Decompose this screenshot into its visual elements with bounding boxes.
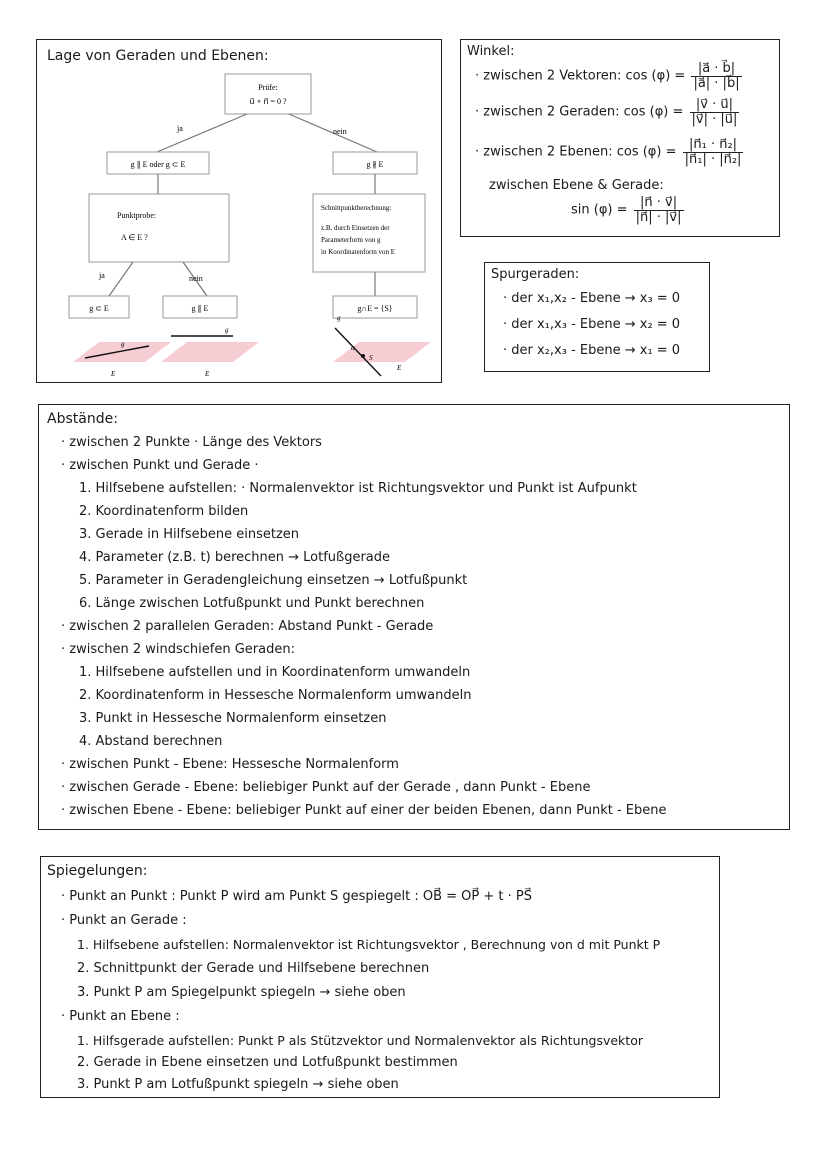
spur-title: Spurgeraden: [491, 267, 580, 282]
left-box-text: g ∥ E oder g ⊂ E [130, 160, 186, 169]
spiegelungen-line: 3. Punkt P am Lotfußpunkt spiegeln → siehe oben [77, 1077, 399, 1092]
winkel-geraden-den: |v⃗| · |u⃗| [691, 111, 738, 127]
winkel-title: Winkel: [467, 44, 515, 59]
spiegelungen-line: · Punkt an Ebene : [61, 1009, 180, 1024]
abstaende-line: 3. Punkt in Hessesche Normalenform einsetzen [79, 711, 387, 726]
winkel-geraden-num: |v⃗ · u⃗| [690, 98, 740, 113]
leaf-text-1: g ⊂ E [89, 304, 109, 313]
winkel-vektoren-fraction [691, 62, 741, 90]
root-line2: u⃗ ∘ n⃗ = 0 ? [249, 97, 287, 106]
winkel-vektoren-text: · zwischen 2 Vektoren: cos (φ) = [475, 68, 686, 84]
label-g-3: g [337, 314, 341, 322]
lage-section [36, 39, 442, 383]
spiegelungen-line: · Punkt an Gerade : [61, 913, 187, 928]
label-S: S [369, 354, 373, 362]
spiegelungen-title: Spiegelungen: [47, 863, 148, 879]
spur-line-3: · der x₂,x₃ - Ebene → x₁ = 0 [503, 343, 681, 358]
leaf-text-2: g ∥ E [191, 304, 209, 313]
schnitt-line3: Parameterform von g [321, 236, 381, 244]
abstaende-line: · zwischen Gerade - Ebene: beliebiger Punkt auf der Gerade , dann Punkt - Ebene [61, 780, 591, 795]
abstaende-line: 6. Länge zwischen Lotfußpunkt und Punkt berechnen [79, 596, 425, 611]
lage-title: Lage von Geraden und Ebenen: [47, 48, 269, 64]
abstaende-line: · zwischen 2 Punkte · Länge des Vektors [61, 435, 322, 450]
winkel-ebenen-fraction [683, 138, 744, 166]
abstaende-line: · zwischen Punkt - Ebene: Hessesche Normalenform [61, 757, 399, 772]
abstaende-line: · zwischen 2 parallelen Geraden: Abstand Punkt - Gerade [61, 619, 434, 634]
schnitt-line4: in Koordinatenform von E [321, 248, 396, 256]
lage-decision-diagram [37, 70, 439, 380]
winkel-ebenen-num: |n⃗₁ · n⃗₂| [683, 138, 744, 153]
punktprobe-line2: A ∈ E ? [121, 233, 148, 242]
winkel-vektoren [475, 62, 742, 90]
intersection-point-S [361, 354, 365, 358]
abstaende-line: 3. Gerade in Hilfsebene einsetzen [79, 527, 300, 542]
label-E-2: E [205, 370, 210, 378]
abstaende-line: 1. Hilfsebene aufstellen: · Normalenvektor ist Richtungsvektor und Punkt ist Aufpunkt [79, 481, 637, 496]
plane-3 [333, 342, 431, 362]
abstaende-line: 2. Koordinatenform in Hessesche Normalenform umwandeln [79, 688, 472, 703]
abstaende-line: 1. Hilfsebene aufstellen und in Koordinatenform umwandeln [79, 665, 471, 680]
winkel-ebenen [475, 138, 743, 166]
abstaende-line: 4. Parameter (z.B. t) berechnen → Lotfußgerade [79, 550, 391, 565]
spiegelungen-line: · Punkt an Punkt : Punkt P wird am Punkt S gespiegelt : OB⃗ = OP⃗ + t · PS⃗ [61, 889, 532, 904]
abstaende-title: Abstände: [47, 411, 118, 427]
winkel-sin-num: |n⃗ · v⃗| [634, 196, 684, 211]
winkel-sin-text: sin (φ) = [571, 202, 628, 218]
abstaende-line: 5. Parameter in Geradengleichung einsetzen → Lotfußpunkt [79, 573, 468, 588]
abstaende-section [38, 404, 790, 830]
punktprobe-line1: Punktprobe: [117, 211, 157, 220]
spiegelungen-line: 2. Schnittpunkt der Gerade und Hilfsebene berechnen [77, 961, 430, 976]
abstaende-line: 2. Koordinatenform bilden [79, 504, 249, 519]
plane-2 [161, 342, 259, 362]
spur-line-1: · der x₁,x₂ - Ebene → x₃ = 0 [503, 291, 681, 306]
winkel-vektoren-num: |a⃗ · b⃗| [691, 62, 741, 77]
branch-nein-2: nein [189, 274, 203, 283]
branch-nein: nein [333, 127, 347, 136]
winkel-sin-den: |n⃗| · |v⃗| [635, 209, 682, 225]
abstaende-line: · zwischen 2 windschiefen Geraden: [61, 642, 295, 657]
schnitt-line2: z.B. durch Einsetzen der [321, 224, 390, 232]
spiegelungen-line: 2. Gerade in Ebene einsetzen und Lotfußpunkt bestimmen [77, 1055, 458, 1070]
leaf-text-3: g∩E = {S} [357, 304, 393, 313]
label-E-3: E [397, 364, 402, 372]
branch-ja: ja [177, 124, 183, 133]
branch-ja-2: ja [99, 271, 105, 280]
winkel-sin [571, 196, 684, 224]
winkel-geraden [475, 98, 739, 126]
spur-section [484, 262, 710, 372]
root-box [225, 74, 311, 114]
punktprobe-box [89, 194, 229, 262]
schnitt-line1: Schnittpunktberechnung: [321, 204, 392, 212]
winkel-ebene-gerade: zwischen Ebene & Gerade: [489, 178, 664, 193]
winkel-section [460, 39, 780, 237]
label-g-1: g [121, 340, 125, 348]
right-box-text: g ∦ E [366, 160, 384, 169]
winkel-sin-fraction [634, 196, 684, 224]
spiegelungen-line: 3. Punkt P am Spiegelpunkt spiegeln → siehe oben [77, 985, 406, 1000]
abstaende-line: · zwischen Ebene - Ebene: beliebiger Punkt auf einer der beiden Ebenen, dann Punkt - Ebene [61, 803, 667, 818]
winkel-ebenen-text: · zwischen 2 Ebenen: cos (φ) = [475, 144, 677, 160]
spiegelungen-section [40, 856, 720, 1098]
spiegelungen-line: 1. Hilfsebene aufstellen: Normalenvektor ist Richtungsvektor , Berechnung von d mit Punkt P [77, 937, 661, 952]
winkel-vektoren-den: |a⃗| · |b⃗| [693, 75, 740, 91]
abstaende-line: · zwischen Punkt und Gerade · [61, 458, 259, 473]
root-line1: Prüfe: [258, 83, 278, 92]
label-g-2: g [225, 326, 229, 334]
abstaende-line: 4. Abstand berechnen [79, 734, 223, 749]
label-E-1: E [111, 370, 116, 378]
winkel-geraden-fraction [690, 98, 740, 126]
spur-line-2: · der x₁,x₃ - Ebene → x₂ = 0 [503, 317, 681, 332]
winkel-geraden-text: · zwischen 2 Geraden: cos (φ) = [475, 104, 684, 120]
winkel-ebenen-den: |n⃗₁| · |n⃗₂| [684, 151, 742, 167]
spiegelungen-line: 1. Hilfsgerade aufstellen: Punkt P als Stützvektor und Normalenvektor als Richtungsvektor [77, 1033, 643, 1048]
label-alpha: α [351, 344, 355, 352]
